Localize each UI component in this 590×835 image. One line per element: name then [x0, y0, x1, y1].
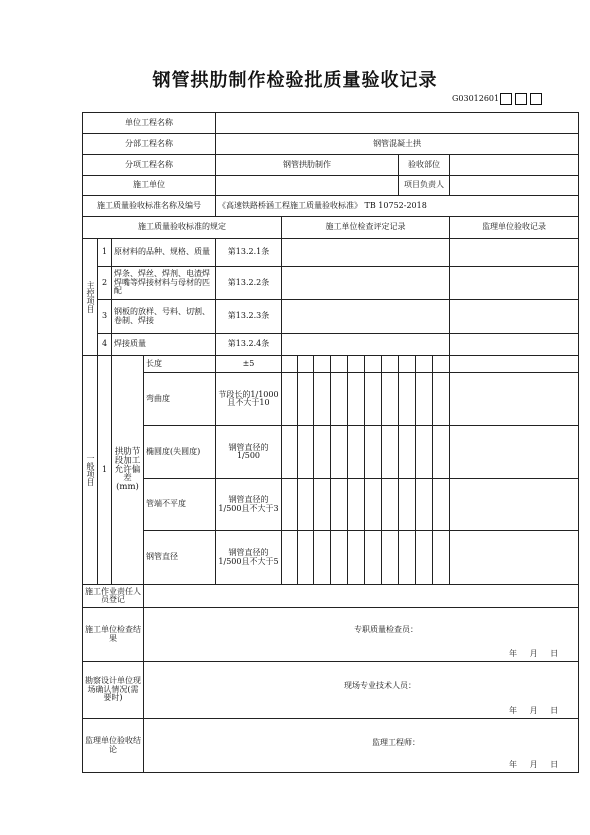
general-item-supervision[interactable] [450, 531, 579, 585]
acceptance-part-label: 验收部位 [399, 155, 450, 176]
work-team-field[interactable] [144, 585, 579, 608]
main-item-no: 3 [98, 300, 112, 334]
checkbox-1[interactable] [500, 93, 512, 105]
measure-cell[interactable] [298, 531, 314, 585]
main-control-label: 主控项目 [83, 239, 98, 356]
measure-cell[interactable] [433, 426, 450, 479]
measure-cell[interactable] [399, 426, 416, 479]
main-item-text: 焊接质量 [112, 334, 216, 356]
measure-cell[interactable] [382, 531, 399, 585]
main-item-check[interactable] [282, 334, 450, 356]
measure-cell[interactable] [416, 479, 433, 531]
main-item-check[interactable] [282, 300, 450, 334]
general-item-supervision[interactable] [450, 479, 579, 531]
measure-cell[interactable] [382, 426, 399, 479]
measure-cell[interactable] [365, 531, 382, 585]
design-confirm-label: 勘察设计单位现场确认情况(需要时) [83, 662, 144, 719]
main-item-supervision[interactable] [450, 300, 579, 334]
general-item-name: 长度 [144, 356, 216, 373]
general-item-supervision[interactable] [450, 356, 579, 373]
constr-check-label: 施工单位检查结果 [83, 608, 144, 662]
measure-cell[interactable] [382, 356, 399, 373]
general-label: 一般项目 [83, 356, 98, 585]
construction-unit-field[interactable] [216, 176, 399, 196]
measure-cell[interactable] [433, 373, 450, 426]
main-item-no: 2 [98, 267, 112, 300]
main-item-check[interactable] [282, 267, 450, 300]
measure-cell[interactable] [348, 479, 365, 531]
measure-cell[interactable] [348, 426, 365, 479]
measure-cell[interactable] [399, 373, 416, 426]
measure-cell[interactable] [282, 426, 298, 479]
main-item-supervision[interactable] [450, 334, 579, 356]
subitem-project-value[interactable]: 钢管拱肋制作 [216, 155, 399, 176]
main-item-ref: 第13.2.2条 [216, 267, 282, 300]
measure-cell[interactable] [365, 356, 382, 373]
measure-cell[interactable] [298, 356, 314, 373]
measure-cell[interactable] [382, 373, 399, 426]
main-item-ref: 第13.2.3条 [216, 300, 282, 334]
measure-cell[interactable] [331, 531, 348, 585]
constr-signer-label: 专职质量检查员： [354, 625, 418, 634]
measure-cell[interactable] [348, 373, 365, 426]
main-item-ref: 第13.2.1条 [216, 239, 282, 267]
measure-cell[interactable] [365, 373, 382, 426]
measure-cell[interactable] [282, 479, 298, 531]
measure-cell[interactable] [416, 426, 433, 479]
division-project-value[interactable]: 钢管混凝土拱 [216, 134, 579, 155]
main-item-no: 1 [98, 239, 112, 267]
supervision-date: 年 月 日 [509, 759, 559, 769]
construction-unit-label: 施工单位 [83, 176, 216, 196]
measure-cell[interactable] [331, 356, 348, 373]
supervision-record-header: 监理单位验收记录 [450, 217, 579, 239]
general-item-tolerance: 钢管直径的1/500且不大于5 [216, 531, 282, 585]
main-item-no: 4 [98, 334, 112, 356]
measure-cell[interactable] [331, 426, 348, 479]
general-item-tolerance: 钢管直径的1/500 [216, 426, 282, 479]
checkbox-2[interactable] [515, 93, 527, 105]
unit-project-label: 单位工程名称 [83, 113, 216, 134]
subitem-project-label: 分项工程名称 [83, 155, 216, 176]
form-code: G03012601 [452, 94, 500, 103]
measure-cell[interactable] [314, 426, 331, 479]
design-date: 年 月 日 [509, 705, 559, 715]
constr-date: 年 月 日 [509, 648, 559, 658]
measure-cell[interactable] [331, 479, 348, 531]
measure-cell[interactable] [298, 426, 314, 479]
supervision-field[interactable] [144, 719, 579, 773]
measure-cell[interactable] [399, 479, 416, 531]
measure-cell[interactable] [282, 373, 298, 426]
measure-cell[interactable] [282, 356, 298, 373]
general-item-no: 1 [98, 356, 112, 585]
main-item-text: 焊条、焊丝、焊剂、电渣焊焊嘴等焊接材料与母材的匹配 [112, 267, 216, 300]
project-leader-field[interactable] [450, 176, 579, 196]
standard-rule-header: 施工质量验收标准的规定 [83, 217, 282, 239]
general-item-supervision[interactable] [450, 373, 579, 426]
acceptance-table [82, 112, 579, 773]
general-item-tolerance: 节段长的1/1000且不大于10 [216, 373, 282, 426]
constr-check-field[interactable] [144, 608, 579, 662]
measure-cell[interactable] [282, 531, 298, 585]
measure-cell[interactable] [298, 373, 314, 426]
main-item-check[interactable] [282, 239, 450, 267]
measure-cell[interactable] [433, 479, 450, 531]
measure-cell[interactable] [416, 373, 433, 426]
measure-cell[interactable] [331, 373, 348, 426]
design-signer-label: 现场专业技术人员： [344, 681, 416, 690]
general-item-name: 弯曲度 [144, 373, 216, 426]
measure-cell[interactable] [314, 373, 331, 426]
measure-cell[interactable] [348, 356, 365, 373]
main-item-text: 钢板的放样、号料、切割、卷制、焊接 [112, 300, 216, 334]
construction-check-header: 施工单位检查评定记录 [282, 217, 450, 239]
general-item-tolerance: ±5 [216, 356, 282, 373]
measure-cell[interactable] [399, 356, 416, 373]
measure-cell[interactable] [365, 479, 382, 531]
measure-cell[interactable] [298, 479, 314, 531]
acceptance-part-field[interactable] [450, 155, 579, 176]
measure-cell[interactable] [348, 531, 365, 585]
measure-cell[interactable] [433, 356, 450, 373]
measure-cell[interactable] [433, 531, 450, 585]
measure-cell[interactable] [314, 356, 331, 373]
general-item-tolerance: 钢管直径的1/500且不大于3 [216, 479, 282, 531]
project-leader-label: 项目负责人 [399, 176, 450, 196]
general-group-label: 拱肋节段加工允许偏差(mm) [112, 356, 144, 585]
measure-cell[interactable] [416, 531, 433, 585]
general-item-name: 管端不平度 [144, 479, 216, 531]
general-item-name: 钢管直径 [144, 531, 216, 585]
standard-label: 施工质量验收标准名称及编号 [83, 196, 216, 217]
work-team-label: 施工作业责任人员登记 [83, 585, 144, 608]
main-item-supervision[interactable] [450, 239, 579, 267]
measure-cell[interactable] [314, 479, 331, 531]
main-item-supervision[interactable] [450, 267, 579, 300]
supervision-signer-label: 监理工程师： [372, 738, 420, 747]
page-title: 钢管拱肋制作检验批质量验收记录 [152, 70, 438, 91]
measure-cell[interactable] [382, 479, 399, 531]
measure-cell[interactable] [314, 531, 331, 585]
unit-project-field[interactable] [216, 113, 579, 134]
division-project-label: 分部工程名称 [83, 134, 216, 155]
main-item-text: 原材料的品种、规格、质量 [112, 239, 216, 267]
measure-cell[interactable] [365, 426, 382, 479]
general-item-name: 椭圆度(失圆度) [144, 426, 216, 479]
general-item-supervision[interactable] [450, 426, 579, 479]
main-item-ref: 第13.2.4条 [216, 334, 282, 356]
measure-cell[interactable] [399, 531, 416, 585]
design-confirm-field[interactable] [144, 662, 579, 719]
standard-value[interactable]: 《高速铁路桥涵工程施工质量验收标准》 TB 10752-2018 [216, 196, 579, 217]
supervision-label: 监理单位验收结论 [83, 719, 144, 773]
measure-cell[interactable] [416, 356, 433, 373]
checkbox-3[interactable] [530, 93, 542, 105]
